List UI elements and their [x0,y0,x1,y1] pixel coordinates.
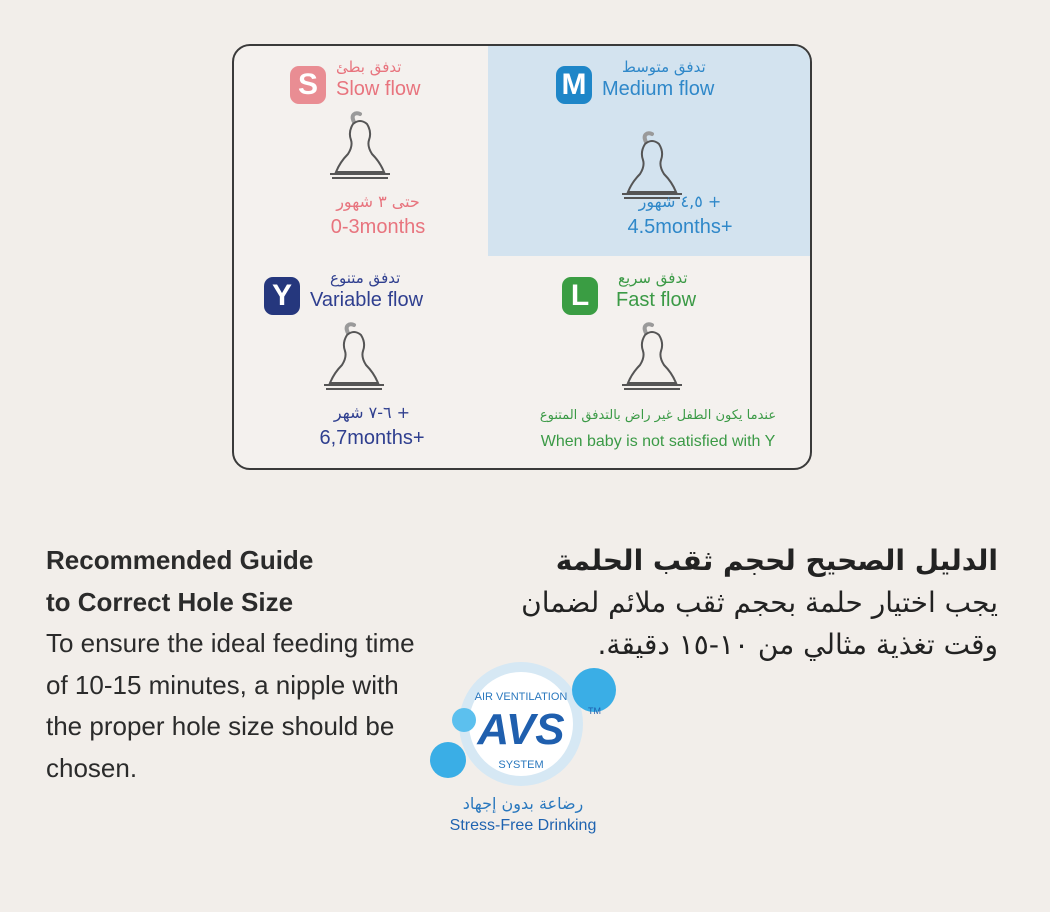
variable-flow-ar-age: ٦-٧ شهر + [333,403,411,422]
avs-logo-icon [418,660,628,790]
nipple-icon [314,321,394,401]
slow-flow-ar-title: تدفق بطئ [336,58,402,76]
guide-en-title-1: Recommended Guide [46,545,314,575]
medium-flow-en-title: Medium flow [602,78,715,100]
slow-flow-badge: S [290,66,326,104]
guide-english [46,540,426,789]
guide-en-body: To ensure the ideal feeding time of 10-15 minutes, a nipple with the proper hole size should be chosen. [46,628,415,783]
avs-logo [418,660,628,840]
avs-tm: TM [588,706,601,716]
slow-flow-en-age: 0-3months [330,216,426,238]
fast-flow-badge: L [562,277,598,315]
avs-logo-text: AVS [477,705,565,754]
slow-flow-en-title: Slow flow [336,78,421,100]
avs-en-tagline: Stress-Free Drinking [449,817,597,834]
avs-bottom-text: SYSTEM [498,759,544,771]
medium-flow-ar-age: ٤,٥ شهور + [638,192,722,211]
guide-ar-title: الدليل الصحيح لحجم ثقب الحلمة [555,544,998,577]
medium-flow-badge: M [556,66,592,104]
guide-ar-body: يجب اختيار حلمة بحجم ثقب ملائم لضمان وقت تغذية مثالي من ١٠-١٥ دقيقة. [521,586,998,661]
variable-flow-ar-title: تدفق متنوع [330,269,401,287]
medium-flow-cell [522,46,810,257]
slow-flow-ar-age: حتى ٣ شهور [336,192,420,211]
variable-flow-cell [234,257,522,468]
avs-top-text: AIR VENTILATION [474,691,568,703]
slow-flow-cell [234,46,522,257]
fast-flow-ar-title: تدفق سريع [618,269,688,287]
nipple-icon [320,110,400,190]
guide-en-title-2: to Correct Hole Size [46,586,294,617]
medium-flow-ar-title: تدفق متوسط [622,58,706,76]
fast-flow-en-age: When baby is not satisfied with Y [540,433,776,450]
fast-flow-cell [522,257,810,468]
medium-flow-en-age: 4.5months+ [627,216,733,238]
variable-flow-badge: Y [264,277,300,315]
flow-chart-card [232,44,812,470]
variable-flow-en-title: Variable flow [310,289,424,311]
fast-flow-en-title: Fast flow [616,289,697,311]
nipple-icon [612,321,692,401]
variable-flow-en-age: 6,7months+ [319,427,425,449]
avs-ar-tagline: رضاعة بدون إجهاد [462,794,584,813]
guide-arabic [518,540,998,666]
fast-flow-ar-age: عندما يكون الطفل غير راض بالتدفق المتنوع [539,408,777,423]
